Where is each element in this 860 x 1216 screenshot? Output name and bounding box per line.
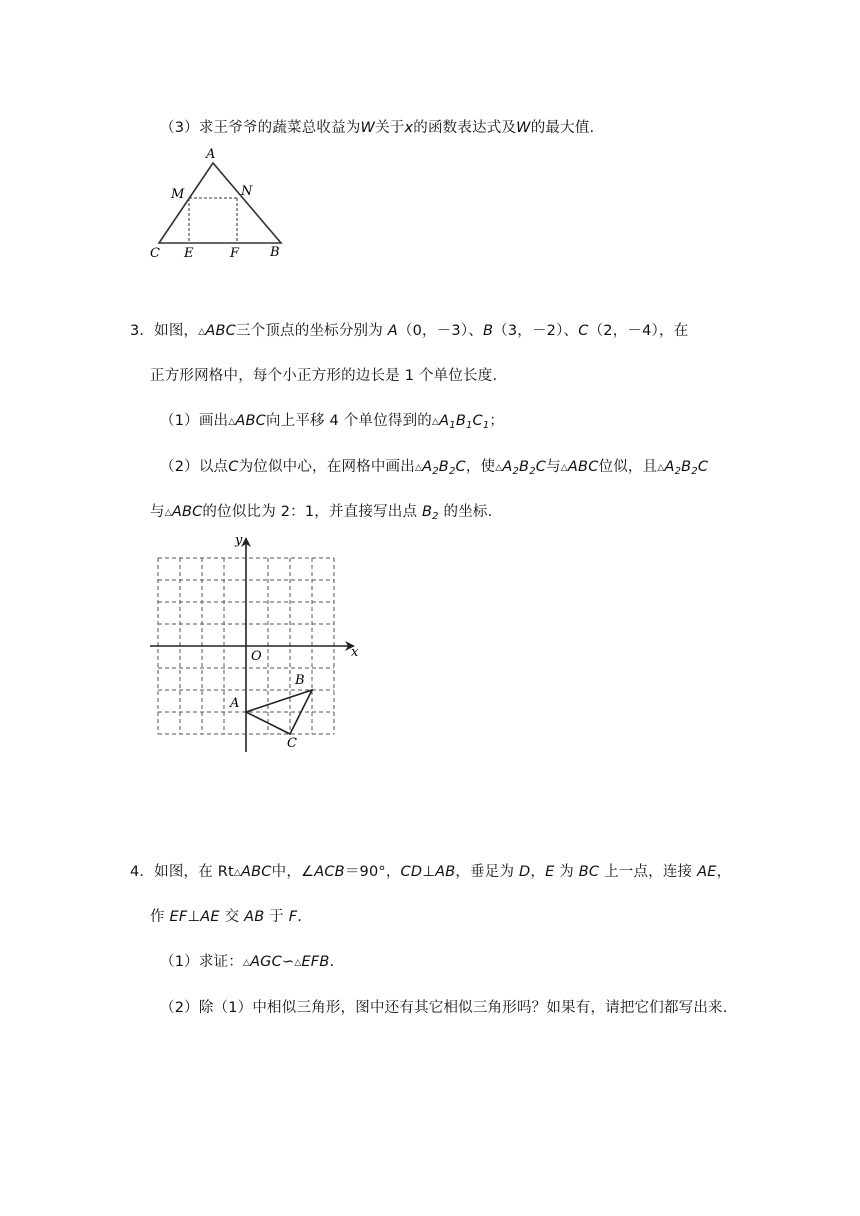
var-ab: AB — [244, 909, 265, 925]
q3-part1 — [160, 411, 504, 432]
var-a2b2c: $A_2B_2C$ — [422, 459, 466, 477]
var-d: D — [518, 864, 531, 880]
label-f: F — [230, 246, 240, 261]
text-segment: 交 — [224, 909, 240, 925]
label-c: C — [287, 736, 297, 751]
q4-part1 — [160, 952, 334, 973]
text-segment: 的最大值. — [530, 120, 595, 136]
var-e: E — [545, 864, 555, 880]
text-segment: . — [297, 909, 303, 925]
q4-line1 — [130, 862, 731, 883]
text-segment: 上一点，连接 — [604, 864, 693, 880]
text-segment: （3）求王爷爷的蔬菜总收益为 — [160, 120, 361, 136]
text-segment: ，使 — [465, 459, 496, 475]
text-segment: （1）画出 — [160, 413, 229, 429]
triangle-symbol: △ — [228, 417, 236, 427]
perp-symbol: ⊥ — [422, 864, 436, 880]
var-ae: AE — [697, 864, 717, 880]
text-segment: 的坐标. — [443, 504, 493, 520]
var-f: F — [288, 909, 298, 925]
text-segment: ， — [716, 864, 732, 880]
label-c: C — [150, 246, 160, 261]
triangle-symbol: △ — [414, 463, 423, 473]
triangle-symbol: △ — [164, 508, 172, 518]
label-m: M — [171, 187, 185, 202]
q3-line1 — [130, 321, 688, 342]
q4-line2 — [150, 907, 302, 927]
text-segment: ， — [530, 864, 546, 880]
coordinate-grid-figure — [145, 532, 365, 757]
text-segment: ，垂足为 — [455, 864, 515, 880]
text-segment: 3．如图， — [130, 323, 199, 339]
triangle-symbol: △ — [560, 463, 568, 473]
label-b: B — [295, 673, 305, 688]
triangle-symbol: △ — [198, 327, 206, 337]
var-abc: ABC — [241, 864, 272, 880]
label-e: E — [184, 246, 194, 261]
var-abc: ABC — [235, 413, 266, 429]
var-c: C — [578, 323, 589, 339]
label-n: N — [241, 184, 253, 199]
var-bc: BC — [578, 864, 600, 880]
text-segment: 于 — [269, 909, 284, 925]
var-abc: ABC — [567, 459, 599, 475]
text-segment: （2）以点 — [160, 459, 229, 475]
var-abc: ABC — [205, 323, 236, 339]
label-y: y — [235, 533, 243, 548]
var-agc: AGC — [250, 954, 282, 970]
similar-symbol: ∽ — [281, 954, 295, 970]
triangle-symbol: △ — [432, 417, 440, 427]
text-segment: 与 — [150, 504, 165, 520]
var-w: W — [516, 120, 531, 136]
text-segment: ； — [489, 413, 505, 429]
label-a: A — [206, 147, 216, 162]
text-segment: 4．如图，在 Rt — [130, 864, 234, 880]
var-ab: AB — [435, 864, 456, 880]
var-acb: ACB — [314, 864, 345, 880]
text-segment: 的函数表达式及 — [413, 120, 517, 136]
triangle-rectangle-figure — [140, 145, 300, 265]
text-segment: 作 — [150, 909, 165, 925]
var-a1b1c1: $A_1B_1C_1$ — [439, 413, 490, 431]
triangle-symbol: △ — [495, 463, 503, 473]
label-x: x — [351, 645, 359, 660]
var-w: W — [360, 120, 376, 136]
q4-part2: （2）除（1）中相似三角形，图中还有其它相似三角形吗？如果有，请把它们都写出来. — [160, 1000, 728, 1016]
var-c: C — [228, 459, 239, 475]
q2-part3-text — [160, 118, 594, 138]
triangle-symbol: △ — [657, 463, 665, 473]
text-segment: 为 — [559, 864, 574, 880]
q3-part2-cont — [150, 502, 492, 523]
var-ae: AE — [200, 909, 220, 925]
label-o: O — [251, 649, 262, 664]
text-segment: 向上平移 4 个单位得到的 — [265, 413, 432, 429]
var-a2b2c: $A_2B_2C$ — [502, 459, 547, 477]
coord-b: （3，－2）、 — [493, 323, 579, 339]
text-segment: 为位似中心，在网格中画出 — [238, 459, 415, 475]
text-segment: 位似，且 — [598, 459, 658, 475]
var-abc: ABC — [171, 504, 203, 520]
triangle-symbol: △ — [242, 958, 251, 968]
var-a: A — [387, 323, 398, 339]
var-a2b2c: $A_2B_2C$ — [664, 459, 709, 477]
var-efb: EFB — [301, 954, 330, 970]
label-b: B — [270, 245, 280, 260]
triangle-abc — [159, 163, 281, 243]
text-segment: 的位似比为 2：1，并直接写出点 — [202, 504, 418, 520]
var-x: x — [404, 120, 414, 136]
triangle-symbol: △ — [294, 958, 302, 968]
var-cd: CD — [400, 864, 423, 880]
text-segment: . — [329, 954, 335, 970]
coord-a: （0，－3）、 — [397, 323, 483, 339]
perp-symbol: ⊥ — [187, 909, 201, 925]
q3-line2: 正方形网格中，每个小正方形的边长是 1 个单位长度. — [150, 368, 498, 384]
text-segment: 关于 — [375, 120, 405, 136]
text-segment: 三个顶点的坐标分别为 — [235, 323, 383, 339]
label-a: A — [230, 696, 240, 711]
text-segment: 中，∠ — [271, 864, 315, 880]
text-segment: （1）求证： — [160, 954, 243, 970]
coord-c: （2，－4），在 — [588, 323, 689, 339]
var-ef: EF — [169, 909, 188, 925]
var-b2: $B_2$ — [422, 504, 439, 522]
var-b: B — [483, 323, 494, 339]
text-segment: 与 — [546, 459, 561, 475]
text-segment: ＝90°， — [344, 864, 401, 880]
q3-part2 — [160, 457, 708, 478]
triangle-symbol: △ — [233, 868, 242, 878]
